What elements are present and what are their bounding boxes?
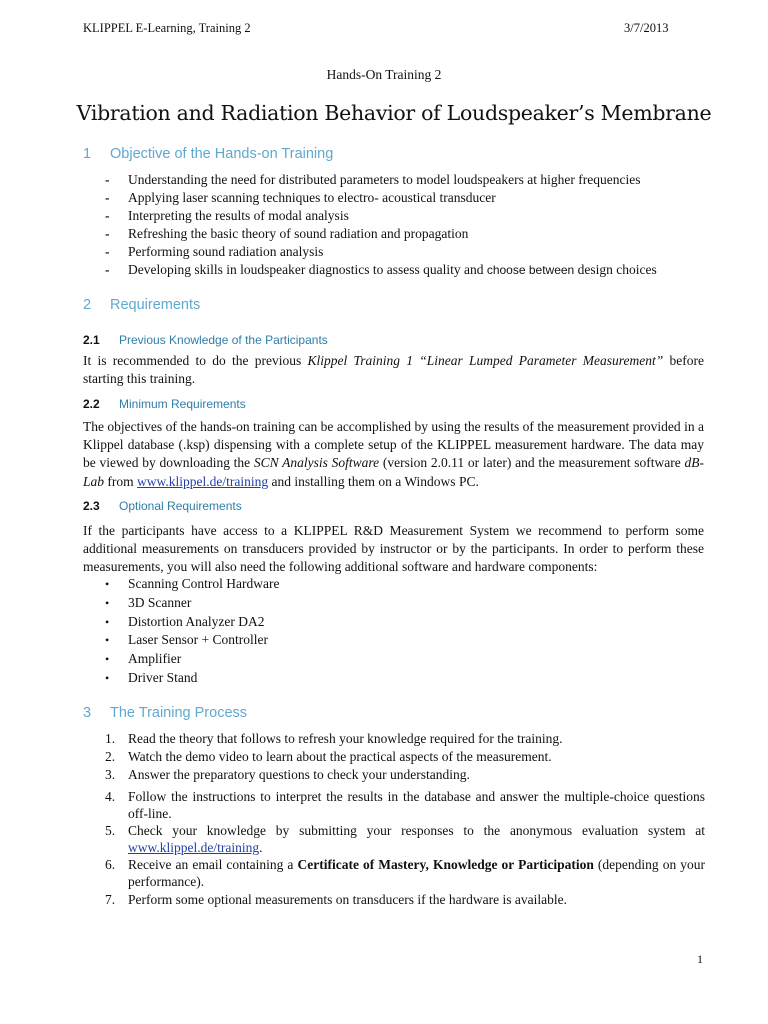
minimum-requirements-paragraph: The objectives of the hands-on training can be accomplished by using the results of the measurement provided in a Klippel database (.ksp) dispensing with a complete setup of the KLIPPEL measurement hardware. The data may be viewed by downloading the SCN Analysis Software (version 2.0.11 or later) and the measurement software dB-Lab from www.klippel.de/training and installing them on a Windows PC.: [83, 419, 704, 489]
section-2-3-heading: [83, 499, 242, 513]
header-date: 3/7/2013: [624, 21, 669, 35]
document-subtitle: Hands-On Training 2: [326, 67, 442, 82]
dash-bullet: -: [105, 262, 110, 277]
dash-bullet: -: [105, 208, 110, 223]
subsection-title: Optional Requirements: [119, 499, 242, 513]
optional-requirements-paragraph: If the participants have access to a KLIPPEL R&D Measurement System we recommend to perform some additional measurements on transducers provided by instructor or by the participants. In order to perform these measurements, you will also need the following additional software and hardware components:: [83, 523, 704, 575]
bullet-dot: •: [105, 633, 110, 648]
list-item: - Understanding the need for distributed parameters to model loudspeakers at higher frequencies: [105, 172, 641, 187]
training-link[interactable]: www.klippel.de/training: [128, 840, 260, 855]
header-left: KLIPPEL E-Learning, Training 2: [83, 21, 251, 35]
subsection-number: 2.2: [83, 397, 100, 411]
bullet-dot: •: [105, 595, 110, 610]
section-title: Objective of the Hands-on Training: [110, 146, 334, 162]
section-2-2-heading: [83, 397, 246, 411]
section-title: The Training Process: [110, 705, 248, 721]
section-number: 2: [83, 297, 92, 313]
list-item: - Performing sound radiation analysis: [105, 244, 324, 259]
section-1-heading: [83, 146, 333, 162]
list-item: • 3D Scanner: [105, 594, 705, 613]
list-item: - Applying laser scanning techniques to electro- acoustical transducer: [105, 190, 496, 205]
dash-bullet: -: [105, 172, 110, 187]
list-item: • Scanning Control Hardware: [105, 575, 705, 594]
list-item: 2. Watch the demo video to learn about the practical aspects of the measurement.: [105, 749, 552, 764]
dash-bullet: -: [105, 244, 110, 259]
subsection-title: Minimum Requirements: [119, 397, 246, 411]
list-item: 7. Perform some optional measurements on transducers if the hardware is available.: [105, 892, 567, 907]
section-2-heading: [83, 297, 200, 313]
list-item: 4. Follow the instructions to interpret the results in the database and answer the multiple-choice questions off-line.: [105, 789, 705, 821]
bullet-dot: •: [105, 670, 110, 685]
list-item: 1. Read the theory that follows to refresh your knowledge required for the training.: [105, 731, 563, 746]
section-number: 3: [83, 705, 92, 721]
dash-bullet: -: [105, 226, 110, 241]
document-title: Vibration and Radiation Behavior of Loudspeaker’s Membrane: [76, 101, 712, 125]
list-item: • Amplifier: [105, 650, 705, 669]
list-item: - Refreshing the basic theory of sound radiation and propagation: [105, 226, 469, 241]
section-2-1-heading: [83, 333, 328, 347]
list-item: 3. Answer the preparatory questions to check your understanding.: [105, 767, 470, 782]
list-item: - Developing skills in loudspeaker diagnostics to assess quality and choose between design choices: [105, 262, 657, 277]
training-link[interactable]: www.klippel.de/training: [137, 473, 269, 489]
page-number: 1: [697, 952, 703, 966]
objectives-list: [105, 171, 705, 279]
bullet-dot: •: [105, 652, 110, 667]
list-item: 5. Check your knowledge by submitting your responses to the anonymous evaluation system at www.klippel.de/training.: [105, 823, 705, 855]
dash-bullet: -: [105, 190, 110, 205]
previous-knowledge-paragraph: It is recommended to do the previous Klippel Training 1 “Linear Lumped Parameter Measurement” before starting this training.: [83, 353, 704, 387]
subsection-title: Previous Knowledge of the Participants: [119, 333, 328, 347]
list-item: - Interpreting the results of modal analysis: [105, 208, 349, 223]
bullet-dot: •: [105, 614, 110, 629]
section-title: Requirements: [110, 297, 201, 313]
list-item: • Laser Sensor + Controller: [105, 631, 705, 650]
list-item: 6. Receive an email containing a Certificate of Mastery, Knowledge or Participation (depending on your performance).: [105, 857, 705, 889]
list-item: • Driver Stand: [105, 669, 705, 688]
list-item: • Distortion Analyzer DA2: [105, 613, 705, 632]
components-list: [105, 575, 705, 688]
section-3-heading: [83, 705, 247, 721]
subsection-number: 2.1: [83, 333, 100, 347]
bullet-dot: •: [105, 577, 110, 591]
subsection-number: 2.3: [83, 499, 100, 513]
section-number: 1: [83, 146, 92, 162]
